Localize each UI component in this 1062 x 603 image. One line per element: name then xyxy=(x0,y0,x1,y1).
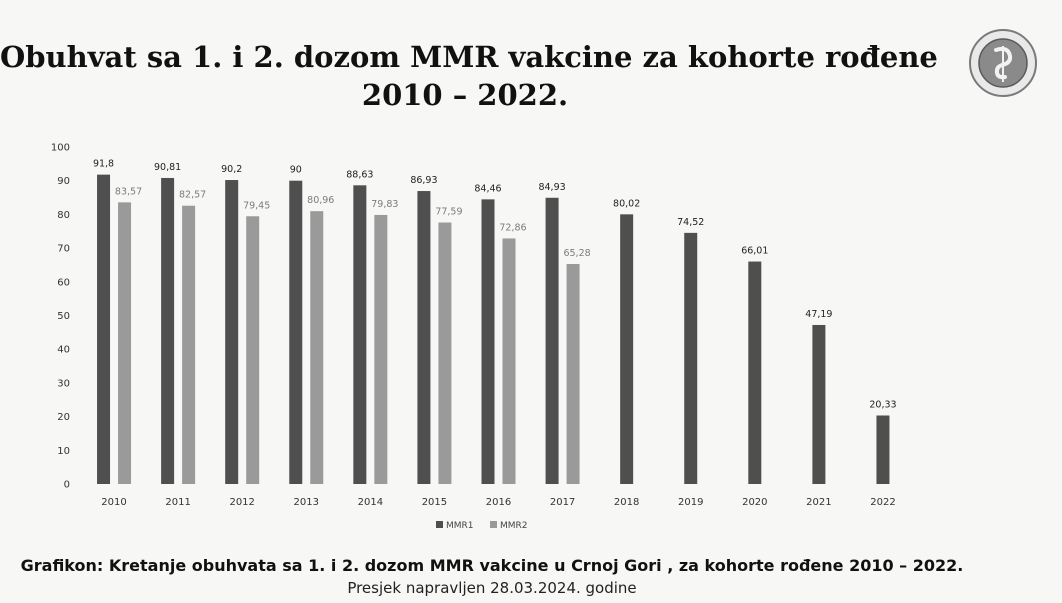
legend-label-mmr1: MMR1 xyxy=(446,521,474,531)
x-tick-label: 2020 xyxy=(742,497,768,508)
y-axis xyxy=(51,143,70,491)
x-tick-label: 2011 xyxy=(165,497,191,508)
data-label-mmr2-2012: 79,45 xyxy=(243,200,271,212)
bar-mmr1-2015 xyxy=(417,191,430,484)
y-tick-label: 100 xyxy=(50,142,70,154)
x-axis xyxy=(101,497,895,508)
data-label-mmr1-2010: 91,8 xyxy=(92,158,115,170)
bar-mmr1-2012 xyxy=(225,180,238,484)
x-tick-label: 2010 xyxy=(101,497,127,508)
data-label-mmr2-2015: 77,59 xyxy=(435,206,463,218)
legend-swatch-mmr1 xyxy=(436,521,443,528)
x-tick-label: 2015 xyxy=(421,497,448,508)
bar-mmr2-2017 xyxy=(567,264,580,484)
data-label-mmr2-2017: 65,28 xyxy=(563,248,591,260)
bar-mmr2-2010 xyxy=(118,202,131,484)
bar-mmr1-2013 xyxy=(289,181,302,484)
chart-bars xyxy=(93,159,897,484)
bar-mmr1-2020 xyxy=(748,262,761,484)
title-line-1: Obuhvat sa 1. i 2. dozom MMR vakcine za kohorte rođene xyxy=(0,40,938,74)
y-tick-label: 40 xyxy=(57,344,70,356)
y-tick-label: 30 xyxy=(57,378,70,390)
data-label-mmr1-2019: 74,52 xyxy=(677,216,705,228)
y-tick-label: 70 xyxy=(57,243,70,255)
bar-mmr1-2010 xyxy=(97,175,110,484)
chart-subcaption: Presjek napravljen 28.03.2024. godine xyxy=(347,579,637,597)
chart-legend xyxy=(436,521,528,531)
y-tick-label: 90 xyxy=(57,176,70,188)
bar-mmr2-2016 xyxy=(503,238,516,484)
bar-mmr1-2021 xyxy=(812,325,825,484)
data-label-mmr1-2020: 66,01 xyxy=(741,245,769,257)
data-label-mmr1-2012: 90,2 xyxy=(221,164,243,176)
y-tick-label: 0 xyxy=(63,479,70,491)
data-label-mmr1-2021: 47,19 xyxy=(805,308,833,320)
bar-mmr1-2018 xyxy=(620,214,633,484)
data-label-mmr1-2018: 80,02 xyxy=(613,198,641,210)
bar-mmr2-2014 xyxy=(374,215,387,484)
legend-swatch-mmr2 xyxy=(490,521,497,528)
x-tick-label: 2021 xyxy=(806,497,832,508)
chart-caption: Grafikon: Kretanje obuhvata sa 1. i 2. dozom MMR vakcine u Crnoj Gori , za kohorte rođene 2010 – 2022. xyxy=(20,556,964,575)
bar-mmr1-2014 xyxy=(353,185,366,484)
data-label-mmr2-2014: 79,83 xyxy=(371,198,399,210)
bar-mmr2-2011 xyxy=(182,206,195,484)
bar-mmr2-2015 xyxy=(438,223,451,484)
data-label-mmr2-2013: 80,96 xyxy=(307,195,335,207)
bar-mmr1-2016 xyxy=(482,199,495,484)
data-label-mmr1-2016: 84,46 xyxy=(474,183,502,195)
bar-mmr1-2019 xyxy=(684,233,697,484)
bar-mmr1-2017 xyxy=(546,198,559,484)
legend-label-mmr2: MMR2 xyxy=(500,521,528,531)
data-label-mmr1-2011: 90,81 xyxy=(154,161,182,173)
data-label-mmr2-2016: 72,86 xyxy=(499,222,527,234)
x-tick-label: 2017 xyxy=(549,497,576,508)
x-tick-label: 2016 xyxy=(485,497,512,508)
y-tick-label: 80 xyxy=(57,209,70,221)
data-label-mmr1-2014: 88,63 xyxy=(346,169,374,181)
x-tick-label: 2014 xyxy=(357,497,384,508)
data-label-mmr2-2010: 83,57 xyxy=(114,186,143,198)
bar-mmr1-2022 xyxy=(876,415,889,484)
y-tick-label: 50 xyxy=(57,311,70,322)
bar-mmr2-2012 xyxy=(246,216,259,484)
title-line-2: 2010 – 2022. xyxy=(361,78,569,112)
x-tick-label: 2022 xyxy=(870,497,896,508)
y-tick-label: 60 xyxy=(57,277,70,289)
data-label-mmr1-2017: 84,93 xyxy=(538,181,566,193)
x-tick-label: 2018 xyxy=(613,497,640,508)
data-label-mmr1-2013: 90 xyxy=(289,164,302,176)
data-label-mmr1-2022: 20,33 xyxy=(869,399,897,411)
x-tick-label: 2013 xyxy=(293,497,319,508)
bar-mmr1-2011 xyxy=(161,178,174,484)
data-label-mmr2-2011: 82,57 xyxy=(179,189,207,201)
x-tick-label: 2019 xyxy=(678,497,704,508)
y-tick-label: 20 xyxy=(57,412,70,424)
bar-mmr2-2013 xyxy=(310,211,323,484)
data-label-mmr1-2015: 86,93 xyxy=(410,175,438,187)
x-tick-label: 2012 xyxy=(229,497,255,508)
y-tick-label: 10 xyxy=(57,445,70,457)
